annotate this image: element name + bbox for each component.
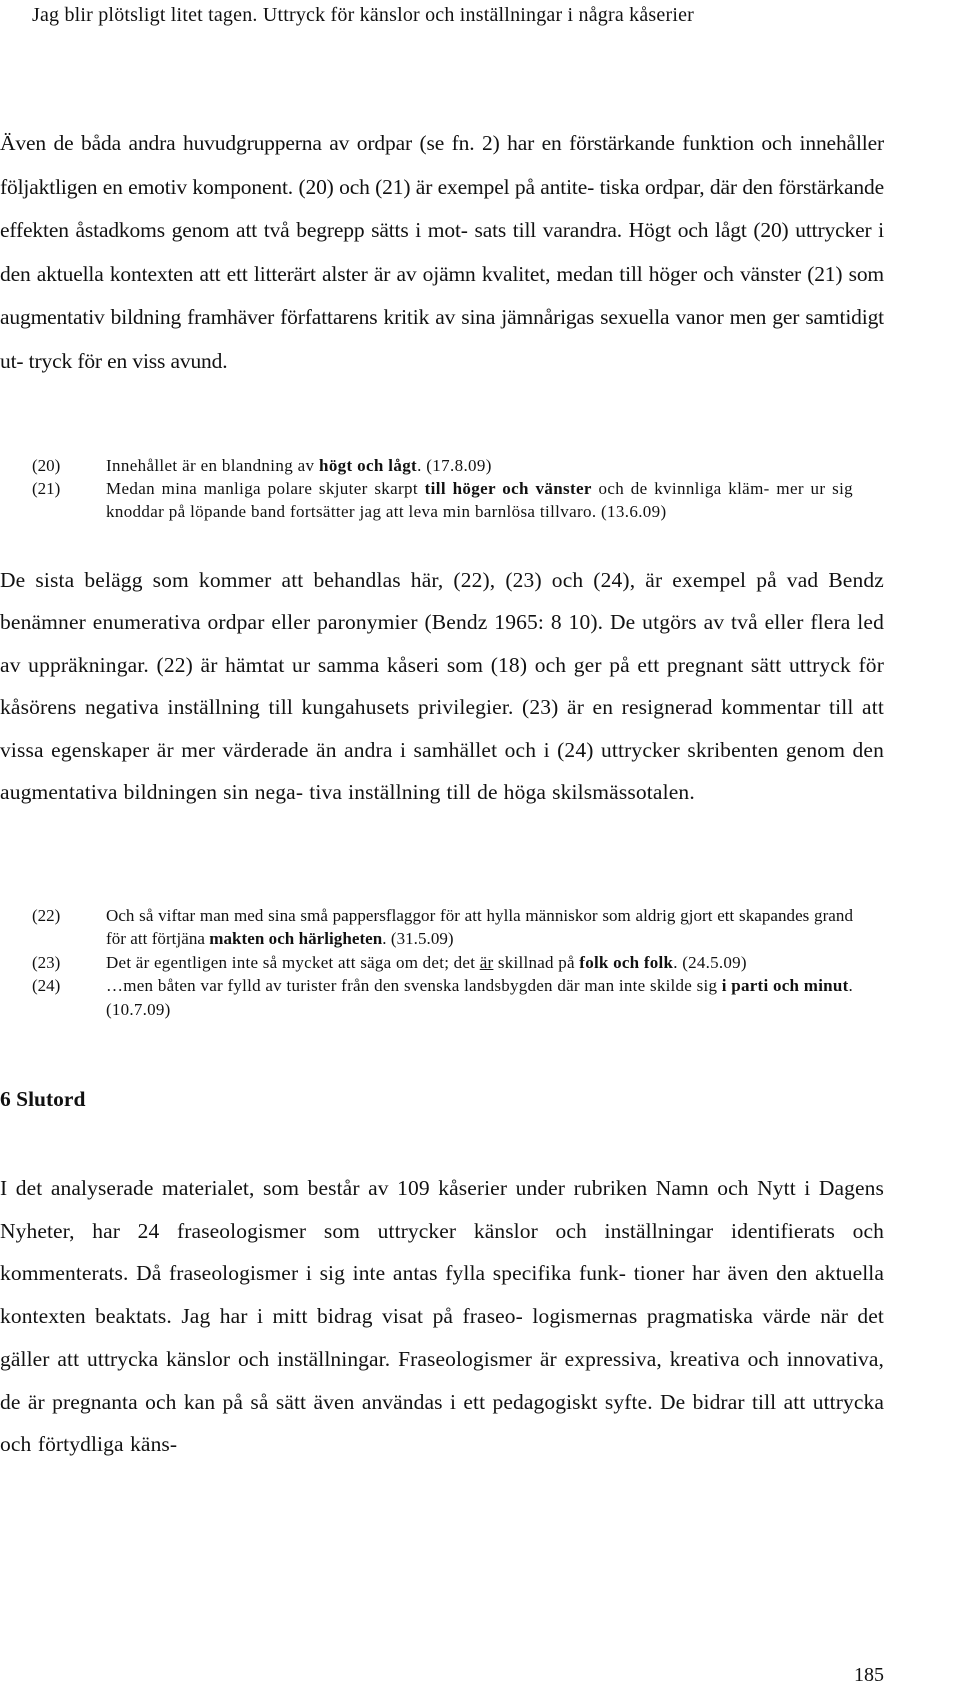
example-list (0, 454, 884, 523)
body-paragraph-antitetiska-ordpar (0, 122, 884, 384)
example-text: Och så viftar man med sina små pappersflaggor för att hylla människor som aldrig gjort ett skapandes grand för att förtjäna makten och härligheten. (31.5.09) (106, 906, 853, 949)
example-number: (20) (32, 456, 61, 475)
running-head: Jag blir plötsligt litet tagen. Uttryck för känslor och inställningar i några kåserier (32, 4, 695, 26)
highlighted-phrase: i parti och minut (721, 976, 849, 996)
underlined-word: är (479, 952, 494, 972)
example-text: …men båten var fylld av turister från den svenska landsbygden där man inte skilde sig i parti och minut. (10.7.09) (106, 976, 853, 1019)
highlighted-phrase: folk och folk (579, 952, 674, 972)
example-text: Det är egentligen inte så mycket att säga om det; det är skillnad på folk och folk. (24.5.09) (106, 952, 747, 972)
paragraph-text: sats till varandra. Högt och lågt (20) uttrycker i den aktuella kontexten att ett litterärt alster är av ojämn kvalitet, medan till höger och vänster (21) som augmentativ bildning framhäver författarens kritik av sina jämnårigas sexuella vanor men ger samtidigt ut- (0, 218, 884, 373)
example-text: Medan mina manliga polare skjuter skarpt till höger och vänster och de kvinnliga kläm- mer ur sig knoddar på löpande band fortsätter jag att leva min barnlösa tillvaro. (13.6.09) (106, 479, 853, 521)
page-number: 185 (854, 1664, 884, 1686)
example-22 (0, 904, 884, 951)
example-number: (24) (32, 976, 61, 996)
highlighted-phrase: makten och härligheten (209, 929, 383, 949)
example-23 (0, 951, 884, 974)
example-24 (0, 974, 884, 1021)
section-heading: 6 Slutord (0, 1087, 86, 1111)
paragraph-text: Även de båda andra huvudgrupperna av ordpar (se fn. 2) har en förstärkande funktion och innehåller följaktligen en emotiv komponent. (20) och (21) är exempel på antite- (0, 131, 884, 199)
example-list (0, 904, 884, 1021)
paragraph-text: I det analyserade materialet, som består av 109 kåserier under rubriken Namn och Nytt i Dagens Nyheter, har 24 fraseologismer som uttrycker känslor och inställningar identifierats och kommenterats. Då fraseologismer i sig inte antas fylla specifika funk- (0, 1176, 884, 1286)
example-number: (22) (32, 906, 61, 925)
example-21 (0, 477, 884, 523)
paragraph-text: logismernas pragmatiska värde när det gäller att uttrycka känslor och inställningar. Fraseologismer är expressiva, kreativa och innovativa, de är pregnanta och kan på så sätt även användas i ett pedagogiskt syfte. De bidrar till att uttrycka och förtydliga käns- (0, 1304, 884, 1457)
example-20 (0, 454, 884, 477)
paragraph-text: De sista belägg som kommer att behandlas här, (22), (23) och (24), är exempel på vad Bendz benämner enumerativa ordpar eller paronymier (Bendz 1965: 8 10). De utgörs av två eller flera led av uppräkningar. (22) är hämtat ur samma kåseri som (18) och ger på ett pregnant sätt uttryck för kåsörens negativa inställning till kungahusets privilegier. (23) är en resignerad kommentar till att vissa egenskaper är mer värderade än andra i samhället och i (24) uttrycker skribenten genom den augmentativa bildningen sin nega- (0, 568, 884, 805)
highlighted-phrase: högt och lågt (319, 456, 418, 475)
paragraph-text: tryck för en viss avund. (28, 348, 228, 373)
body-paragraph-enumerativa-ordpar (0, 559, 884, 813)
paragraph-text: tiska ordpar, där den förstärkande effekten åstadkoms genom att två begrepp sätts i mot- (0, 174, 884, 243)
paragraph-text: tiva inställning till de höga skilsmässotalen. (309, 780, 695, 805)
paragraph-text: tioner har även den aktuella kontexten beaktats. Jag har i mitt bidrag visat på fraseo- (0, 1261, 884, 1329)
example-number: (23) (32, 952, 61, 972)
highlighted-phrase: till höger och vänster (424, 479, 592, 498)
example-number: (21) (32, 479, 61, 498)
body-paragraph-slutord (0, 1167, 884, 1466)
example-text: Innehållet är en blandning av högt och lågt. (17.8.09) (106, 456, 492, 475)
